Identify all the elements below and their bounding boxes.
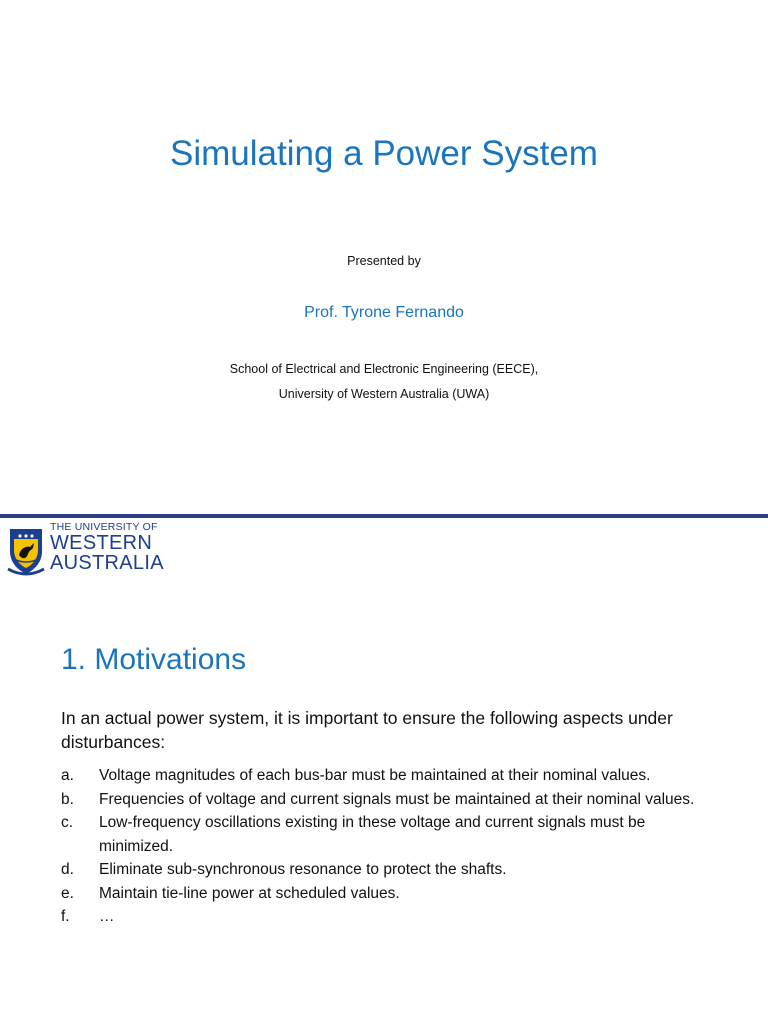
list-marker: d.	[61, 861, 74, 878]
logo-line-1: THE UNIVERSITY OF	[50, 521, 158, 533]
presenter-name: Prof. Tyrone Fernando	[304, 304, 464, 321]
university-logo	[0, 518, 768, 578]
affiliation-line-1: School of Electrical and Electronic Engineering (EECE),	[229, 362, 539, 376]
list-item	[61, 905, 721, 929]
university-crest-icon	[6, 523, 46, 577]
list-marker: a.	[61, 767, 74, 784]
motivations-slide	[0, 578, 768, 1024]
list-item	[61, 811, 721, 858]
list-item-text: Maintain tie-line power at scheduled values.	[99, 884, 400, 902]
section-heading: 1. Motivations	[61, 643, 247, 676]
list-marker: f.	[61, 908, 70, 925]
list-item-text: …	[99, 908, 115, 925]
list-item-text: Voltage magnitudes of each bus-bar must be maintained at their nominal values.	[99, 767, 651, 784]
logo-line-2: WESTERN	[50, 532, 153, 554]
logo-line-3: AUSTRALIA	[50, 552, 164, 574]
list-item	[61, 858, 721, 882]
list-marker: b.	[61, 790, 74, 808]
list-marker: c.	[61, 814, 74, 831]
list-item-text: Frequencies of voltage and current signals must be maintained at their nominal values.	[99, 790, 695, 808]
list-item-text: Low-frequency oscillations existing in these voltage and current signals must be minimized.	[99, 814, 646, 855]
list-item-text: Eliminate sub-synchronous resonance to protect the shafts.	[99, 861, 507, 878]
list-marker: e.	[61, 884, 74, 902]
affiliation-line-2: University of Western Australia (UWA)	[278, 387, 490, 401]
presented-by-label: Presented by	[347, 254, 421, 268]
slide-title: Simulating a Power System	[170, 134, 598, 173]
list-item	[61, 764, 721, 788]
motivation-list	[61, 764, 721, 929]
list-item	[61, 788, 721, 812]
intro-paragraph: In an actual power system, it is important to ensure the following aspects under disturbances:	[61, 708, 673, 752]
list-item	[61, 882, 721, 906]
